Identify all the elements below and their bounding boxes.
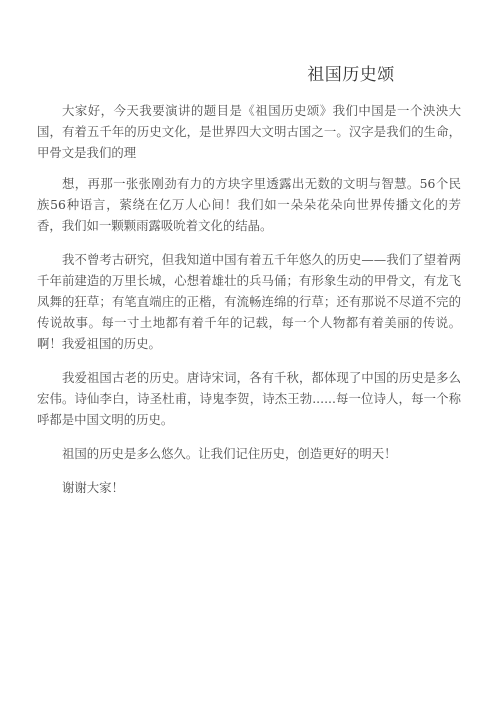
document-body <box>37 100 461 498</box>
paragraph-thanks: 谢谢大家！ <box>62 480 124 495</box>
paragraph-characters: 想，再那一张张刚劲有力的方块字里透露出无数的文明与智慧。56个民族56种语言，萦绕在亿万人心间！我们如一朵朵花朵向世界传播文化的芳香，我们如一颗颗雨露吸吮着文化的结晶。 <box>37 176 461 233</box>
paragraph-closing: 祖国的历史是多么悠久。让我们记住历史，创造更好的明天！ <box>62 446 397 461</box>
paragraph-poetry: 我爱祖国古老的历史。唐诗宋词，各有千秋，都体现了中国的历史是多么宏伟。诗仙李白，诗圣杜甫，诗鬼李贺，诗杰王勃......每一位诗人，每一个称呼都是中国文明的历史。 <box>37 370 461 427</box>
paragraph-history: 我不曾考古研究，但我知道中国有着五千年悠久的历史——我们了望着两千年前建造的万里长城，心想着雄壮的兵马俑；有形象生动的甲骨文，有龙飞凤舞的狂草；有笔直端庄的正楷，有流畅连绵的行草；还有那说不尽道不完的传说故事。每一寸土地都有着千年的记载，每一个人物都有着美丽的传说。啊！我爱祖国的历史。 <box>37 252 461 351</box>
document-title: 祖国历史颂 <box>307 65 395 85</box>
paragraph-intro: 大家好，今天我要演讲的题目是《祖国历史颂》我们中国是一个泱泱大国，有着五千年的历史文化，是世界四大文明古国之一。汉字是我们的生命，甲骨文是我们的理 <box>37 103 461 160</box>
